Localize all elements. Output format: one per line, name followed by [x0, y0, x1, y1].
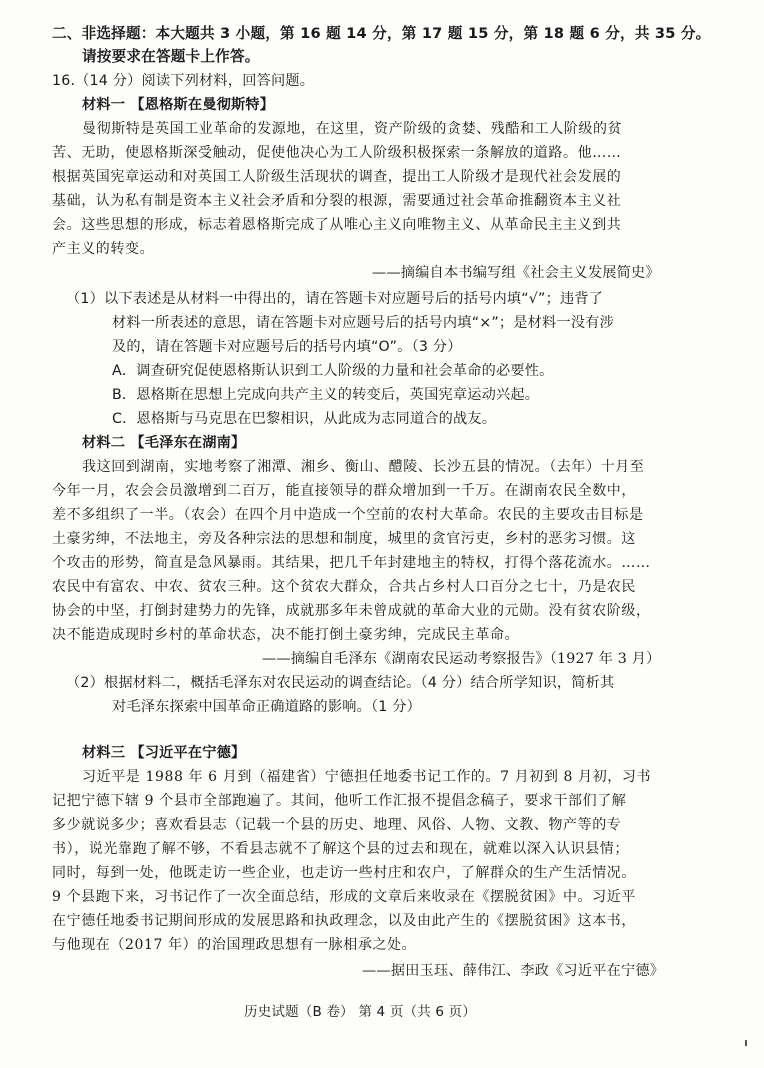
material1-source: ——摘编自本书编写组《社会主义发展简史》	[372, 265, 660, 281]
sub-question-1-line: （1）以下表述是从材料一中得出的，请在答题卡对应题号后的括号内填“√”；违背了	[66, 291, 604, 307]
option-b: B．恩格斯在思想上完成向共产主义的转变后，英国宪章运动兴起。	[112, 387, 540, 403]
material2-heading: 材料二 【毛泽东在湖南】	[82, 435, 246, 451]
material1-line: 产主义的转变。	[52, 241, 155, 257]
material2-line: 协会的中坚，打倒封建势力的先锋，成就那多年未曾成就的革命大业的元勋。没有贫农阶级，	[52, 603, 651, 619]
material1-line: 苦、无助，使恩格斯深受触动，促使他决心为工人阶级积极探索一条解放的道路。他……	[52, 145, 622, 161]
material3-line: 同时，每到一处，他既走访一些企业，也走访一些村庄和农户，了解群众的生产生活情况。	[52, 865, 636, 881]
material2-line: 土豪劣绅，不法地主，旁及各种宗法的思想和制度，城里的贪官污吏，乡村的恶劣习惯。这	[52, 531, 636, 547]
material2-line: 我这回到湖南，实地考察了湘潭、湘乡、衡山、醴陵、长沙五县的情况。（去年）十月至	[82, 459, 645, 475]
material2-line: 个攻击的形势，简直是急风暴雨。其结果，把几千年封建地主的特权，打得个落花流水。……	[52, 555, 651, 571]
material2-line: 农民中有富农、中农、贫农三种。这个贫农大群众，合共占乡村人口百分之七十，乃是农民	[52, 579, 636, 595]
option-a: A．调查研究促使恩格斯认识到工人阶级的力量和社会革命的必要性。	[112, 363, 554, 379]
page-footer: 历史试题（B 卷） 第 4 页（共 6 页）	[244, 1004, 477, 1020]
material2-line: 今年一月，农会会员激增到二百万，能直接领导的群众增加到一千万。在湖南农民全数中，	[52, 483, 636, 499]
material2-line: 差不多组织了一半。（农会）在四个月中造成一个空前的农村大革命。农民的主要攻击目标是	[52, 507, 644, 523]
question-16-stem: 16.（14 分）阅读下列材料，回答问题。	[52, 73, 315, 89]
material3-heading: 材料三 【习近平在宁德】	[82, 745, 246, 761]
section-header-line2: 请按要求在答题卡上作答。	[82, 48, 260, 65]
sub-question-2-line: （2）根据材料二，概括毛泽东对农民运动的调查结论。（4 分）结合所学知识，简析其	[66, 675, 615, 691]
material3-line: 在宁德任地委书记期间形成的发展思路和执政理念，以及由此产生的《摆脱贫困》这本书，	[52, 913, 636, 929]
sub-question-2-line: 对毛泽东探索中国革命正确道路的影响。（1 分）	[112, 699, 421, 715]
scan-mark	[745, 1040, 747, 1046]
material1-heading: 材料一 【恩格斯在曼彻斯特】	[82, 97, 275, 113]
material3-line: 习近平是 1988 年 6 月到（福建省）宁德担任地委书记工作的。7 月初到 8 月初，习书	[82, 769, 652, 785]
material1-line: 基础，认为私有制是资本主义社会矛盾和分裂的根源，需要通过社会革命推翻资本主义社	[52, 193, 622, 209]
material3-line: 多少就说多少；喜欢看县志（记载一个县的历史、地理、风俗、人物、文教、物产等的专	[52, 817, 622, 833]
material3-line: 书），说光靠跑了解不够，不看县志就不了解这个县的过去和现在，就难以深入认识县情；	[52, 841, 629, 857]
material1-line: 会。这些思想的形成，标志着恩格斯完成了从唯心主义向唯物主义、从革命民主主义到共	[52, 217, 622, 233]
section-header-line1: 二、非选择题：本大题共 3 小题，第 16 题 14 分，第 17 题 15 分，第 18 题 6 分，共 35 分。	[52, 25, 711, 42]
material2-line: 决不能造成现时乡村的革命状态，决不能打倒土豪劣绅，完成民主革命。	[52, 627, 520, 643]
material1-line: 根据英国宪章运动和对英国工人阶级生活现状的调查，提出工人阶级才是现代社会发展的	[52, 169, 622, 185]
material3-source: ——据田玉珏、薛伟江、李政《习近平在宁德》	[362, 963, 665, 979]
material2-source: ——摘编自毛泽东《湖南农民运动考察报告》（1927 年 3 月）	[262, 651, 661, 667]
option-c: C．恩格斯与马克思在巴黎相识，从此成为志同道合的战友。	[112, 411, 497, 427]
sub-question-1-line: 及的，请在答题卡对应题号后的括号内填“O”。（3 分）	[112, 339, 462, 355]
material1-line: 曼彻斯特是英国工业革命的发源地，在这里，资产阶级的贪婪、残酷和工人阶级的贫	[82, 121, 623, 137]
material3-line: 9 个县跑下来，习书记作了一次全面总结，形成的文章后来收录在《摆脱贫困》中。习近平	[52, 889, 636, 905]
material3-line: 记把宁德下辖 9 个县市全部跑遍了。其间，他听工作汇报不提倡念稿子，要求干部们了解	[52, 793, 627, 809]
material3-line: 与他现在（2017 年）的治国理政思想有一脉相承之处。	[52, 937, 417, 953]
sub-question-1-line: 材料一所表述的意思，请在答题卡对应题号后的括号内填“×”；是材料一没有涉	[112, 315, 614, 331]
